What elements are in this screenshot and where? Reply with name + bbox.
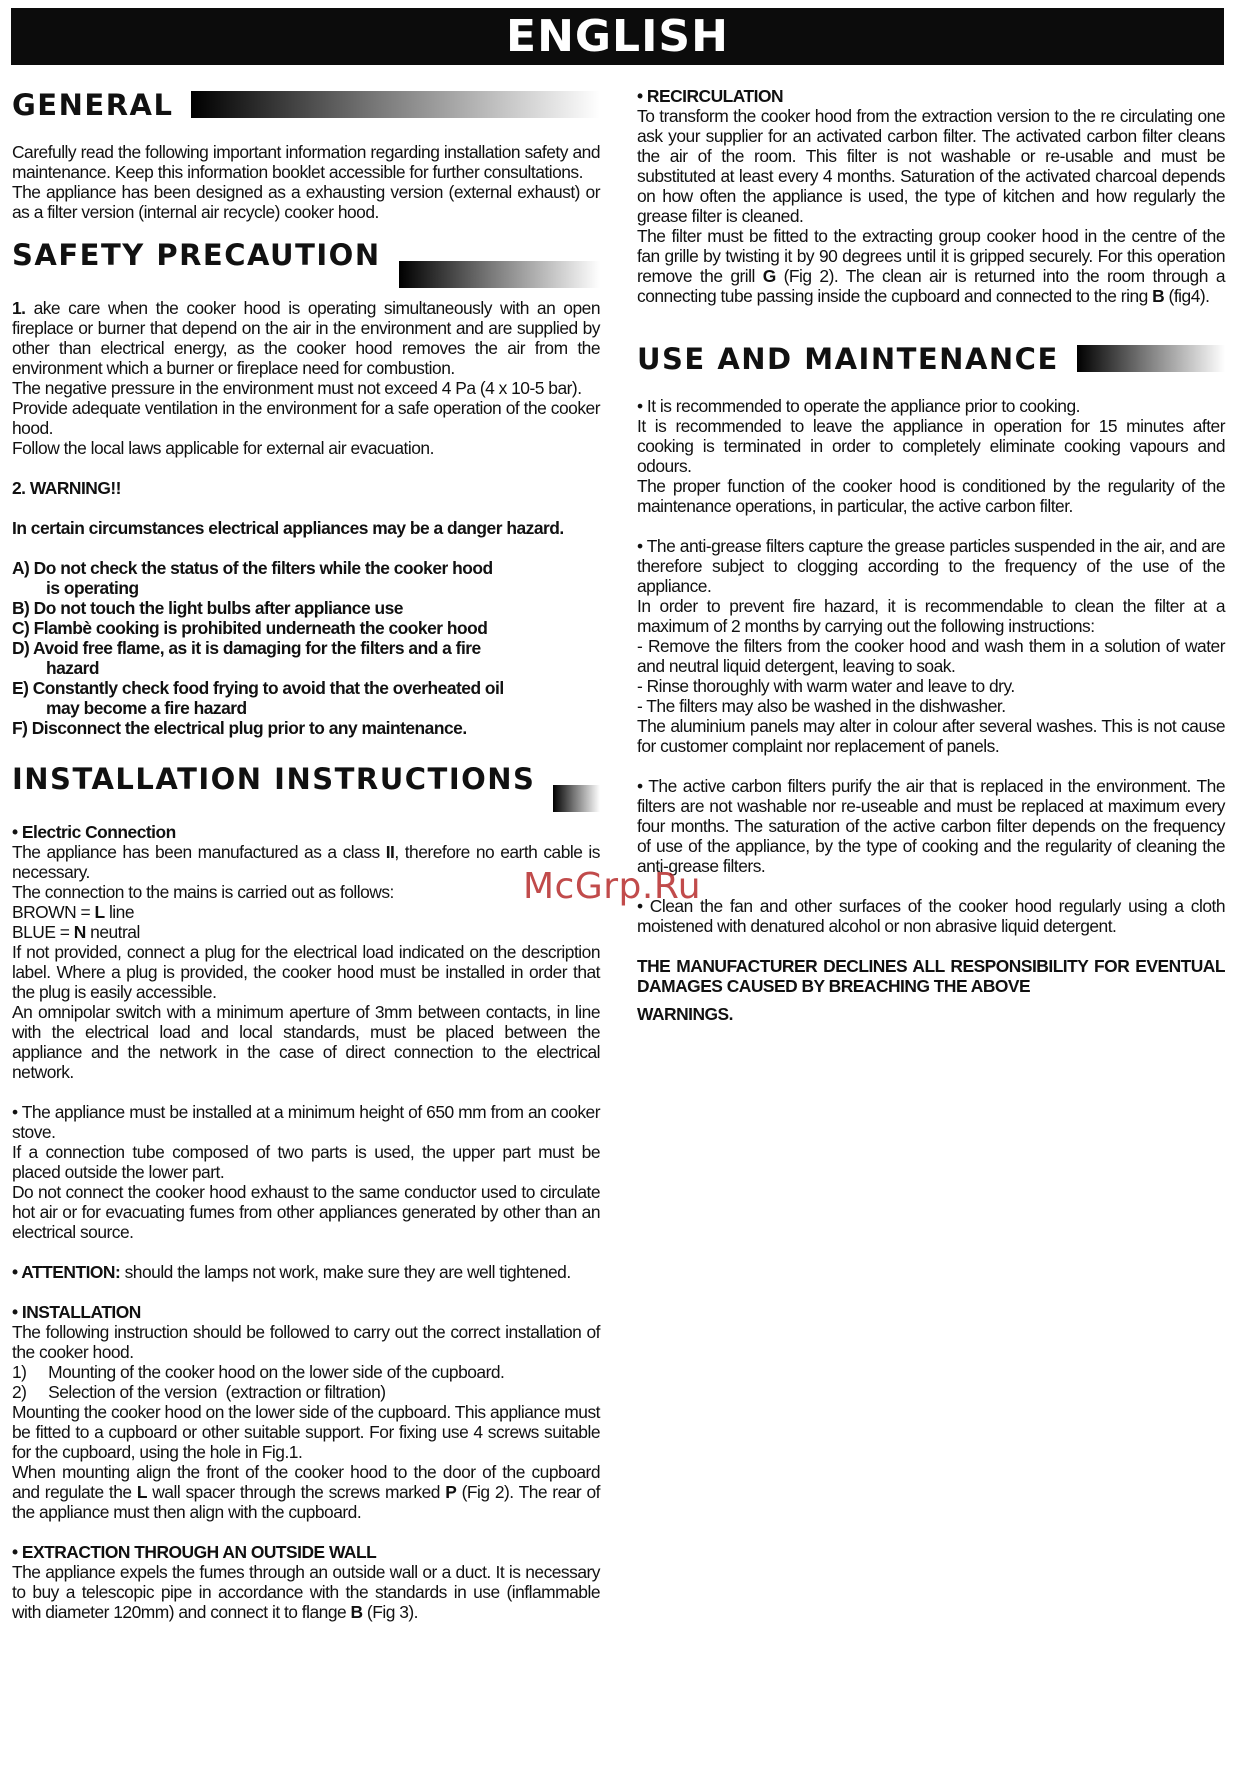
heading-gradient-bar <box>399 261 600 288</box>
watermark: McGrp.Ru <box>523 866 702 907</box>
list-item: D) Avoid free flame, as it is damaging for the filters and a fire <box>12 638 481 658</box>
safety-title: SAFETY PRECAUTION <box>12 238 381 272</box>
safety-heading <box>12 238 600 272</box>
warning-heading: 2. WARNING!! <box>12 478 121 498</box>
heading-gradient-bar <box>1077 345 1225 372</box>
list-item: C) Flambè cooking is prohibited underneath the cooker hood <box>12 618 488 638</box>
tube-text: If a connection tube composed of two parts is used, the upper part must be placed outside the lower part. <box>12 1142 600 1182</box>
list-item: may become a fire hazard <box>46 698 247 718</box>
heading-gradient-bar <box>553 785 600 812</box>
use-maintenance-title: USE AND MAINTENANCE <box>637 342 1059 376</box>
switch-text: An omnipolar switch with a minimum aperture of 3mm between contacts, in line with the electrical load and local standards, must be placed between the appliance and the network in the case of direct connection to the electrical network. <box>12 1002 600 1082</box>
recirculation-heading: • RECIRCULATION <box>637 86 784 106</box>
blue-wire: BLUE = N neutral <box>12 922 140 942</box>
carbon-filter-paragraph: • The active carbon filters purify the air that is replaced in the environment. The filters are not washable nor re-useable and must be replaced at maximum every four months. The saturation of the active carbon filter depends on the frequency of use of the appliance, by the type of cooking and the regularity of cleaning the anti-grease filters. <box>637 776 1225 876</box>
cleaning-paragraph: • Clean the fan and other surfaces of the cooker hood regularly using a cloth moistened with denatured alcohol or non abrasive liquid detergent. <box>637 896 1225 936</box>
plug-text: If not provided, connect a plug for the electrical load indicated on the description label. Where a plug is provided, the cooker hood must be installed in order that the plug is easily accessible. <box>12 942 600 1002</box>
list-item: E) Constantly check food frying to avoid that the overheated oil <box>12 678 504 698</box>
list-item: is operating <box>46 578 139 598</box>
use-paragraph-2: It is recommended to leave the appliance in operation for 15 minutes after cooking is terminated in order to completely eliminate cooking vapours and odours. <box>637 416 1225 476</box>
conductor-text: Do not connect the cooker hood exhaust to the same conductor used to circulate hot air or for evacuating fumes from other appliances generated by other than an electrical source. <box>12 1182 600 1242</box>
safety-item-1: 1. ake care when the cooker hood is operating simultaneously with an open fireplace or burner that depend on the air in the environment and are supplied by other than electrical energy, as the cooker hood removes the air from the environment which a burner or fireplace need for combustion. <box>12 298 600 378</box>
use-paragraph-3: The proper function of the cooker hood is conditioned by the regularity of the maintenance operations, in particular, the active carbon filter. <box>637 476 1225 516</box>
general-title: GENERAL <box>12 88 174 122</box>
installation-heading <box>12 762 600 796</box>
use-paragraph-1: • It is recommended to operate the appliance prior to cooking. <box>637 396 1080 416</box>
safety-pressure: The negative pressure in the environment must not exceed 4 Pa (4 x 10-5 bar). <box>12 378 582 398</box>
installation-step-2: 2) Selection of the version (extraction or filtration) <box>12 1382 386 1402</box>
grease-paragraph-1: • The anti-grease filters capture the grease particles suspended in the air, and are therefore subject to clogging according to the frequency of the use of the appliance. <box>637 536 1225 596</box>
danger-text: In certain circumstances electrical appliances may be a danger hazard. <box>12 518 564 538</box>
disclaimer-text: THE MANUFACTURER DECLINES ALL RESPONSIBILITY FOR EVENTUAL DAMAGES CAUSED BY BREACHING THE ABOVE <box>637 956 1225 996</box>
general-heading <box>12 88 600 122</box>
mounting-text: Mounting the cooker hood on the lower side of the cupboard. This appliance must be fitted to a cupboard or other suitable support. For fixing use 4 screws suitable for the cupboard, using the hole in Fig.1. <box>12 1402 600 1462</box>
extraction-text: The appliance expels the fumes through an outside wall or a duct. It is necessary to buy a telescopic pipe in accordance with the standards in use (inflammable with diameter 120mm) and connect it to flange B (Fig 3). <box>12 1562 600 1622</box>
list-item: B) Do not touch the light bulbs after appliance use <box>12 598 403 618</box>
list-item: A) Do not check the status of the filters while the cooker hood <box>12 558 493 578</box>
grease-paragraph-3: The aluminium panels may alter in colour after several washes. This is not cause for customer complaint nor replacement of panels. <box>637 716 1225 756</box>
align-text: When mounting align the front of the cooker hood to the door of the cupboard and regulate the L wall spacer through the screws marked P (Fig 2). The rear of the appliance must then align with the cupboard. <box>12 1462 600 1522</box>
grease-paragraph-2: In order to prevent fire hazard, it is recommendable to clean the filter at a maximum of 2 months by carrying out the following instructions: <box>637 596 1225 636</box>
recirculation-paragraph-1: To transform the cooker hood from the extraction version to the re circulating one ask your supplier for an activated carbon filter. The activated carbon filter cleans the air of the room. This filter is not washable or re-usable and must be substituted at least every 4 months. Saturation of the activated charcoal depends on how often the appliance is used, the type of kitchen and how regularly the grease filter is cleaned. <box>637 106 1225 226</box>
grease-step-3: - The filters may also be washed in the dishwasher. <box>637 696 1006 716</box>
safety-laws: Follow the local laws applicable for external air evacuation. <box>12 438 434 458</box>
safety-ventilation: Provide adequate ventilation in the environment for a safe operation of the cooker hood. <box>12 398 600 438</box>
installation-subheading: • INSTALLATION <box>12 1302 141 1322</box>
disclaimer-text-end: WARNINGS. <box>637 1004 733 1024</box>
list-item: hazard <box>46 658 100 678</box>
attention-text: • ATTENTION: should the lamps not work, make sure they are well tightened. <box>12 1262 571 1282</box>
general-paragraph-1: Carefully read the following important information regarding installation safety and maintenance. Keep this information booklet accessible for further consultations. <box>12 142 600 182</box>
height-text: • The appliance must be installed at a minimum height of 650 mm from an cooker stove. <box>12 1102 600 1142</box>
grease-step-2: - Rinse thoroughly with warm water and leave to dry. <box>637 676 1015 696</box>
installation-intro: The following instruction should be followed to carry out the correct installation of the cooker hood. <box>12 1322 600 1362</box>
installation-step-1: 1) Mounting of the cooker hood on the lower side of the cupboard. <box>12 1362 505 1382</box>
extraction-heading: • EXTRACTION THROUGH AN OUTSIDE WALL <box>12 1542 377 1562</box>
general-paragraph-2: The appliance has been designed as a exhausting version (external exhaust) or as a filter version (internal air recycle) cooker hood. <box>12 182 600 222</box>
use-maintenance-heading <box>637 342 1225 376</box>
recirculation-paragraph-2: The filter must be fitted to the extracting group cooker hood in the centre of the fan grille by twisting it by 90 degrees until it is gripped securely. For this operation remove the grill G (Fig 2). The clean air is returned into the room through a connecting tube passing inside the cupboard and connected to the ring B (fig4). <box>637 226 1225 306</box>
brown-wire: BROWN = L line <box>12 902 135 922</box>
electric-class-text: The appliance has been manufactured as a class II, therefore no earth cable is necessary. <box>12 842 600 882</box>
grease-step-1: - Remove the filters from the cooker hood and wash them in a solution of water and neutral liquid detergent, leaving to soak. <box>637 636 1225 676</box>
list-item: F) Disconnect the electrical plug prior to any maintenance. <box>12 718 467 738</box>
mains-text: The connection to the mains is carried out as follows: <box>12 882 394 902</box>
installation-title: INSTALLATION INSTRUCTIONS <box>12 762 536 796</box>
right-column <box>637 86 1225 1024</box>
electric-connection-heading: • Electric Connection <box>12 822 176 842</box>
heading-gradient-bar <box>191 91 600 118</box>
language-banner: ENGLISH <box>11 8 1224 65</box>
left-column <box>12 88 600 1622</box>
safety-list <box>12 558 600 738</box>
